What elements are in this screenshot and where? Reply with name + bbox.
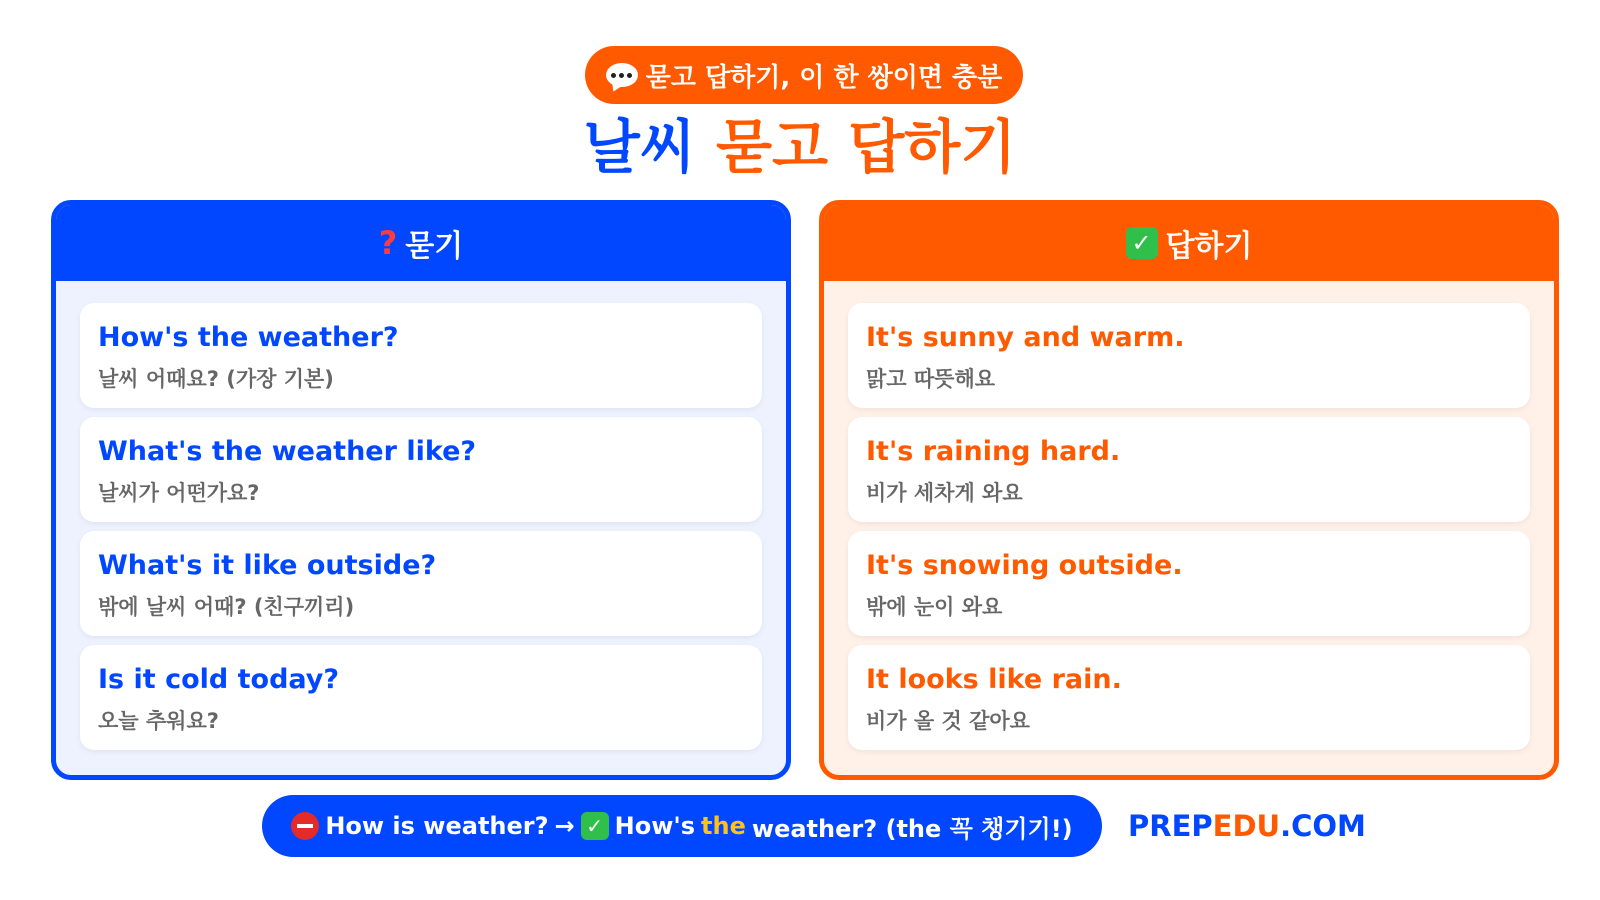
answer-panel-header (824, 205, 1554, 281)
top-banner-text: 묻고 답하기, 이 한 쌍이면 충분 (645, 62, 1003, 93)
question-korean: 날씨가 어떤가요? (98, 481, 260, 505)
answer-english: It's sunny and warm. (866, 322, 1185, 353)
logo-part-edu: EDU (1212, 809, 1281, 843)
check-mark-icon: ✓ (1126, 227, 1158, 259)
answer-panel-title: 답하기 (1165, 229, 1253, 264)
top-banner-pill (585, 46, 1023, 104)
tip-correct-post: weather? (the 꼭 챙기기!) (751, 814, 1073, 843)
answer-english: It looks like rain. (866, 664, 1122, 695)
answer-english: It's raining hard. (866, 436, 1121, 467)
speech-bubble-icon (606, 63, 638, 87)
answer-korean: 맑고 따뜻해요 (866, 367, 996, 391)
answer-card (848, 417, 1530, 522)
question-korean: 오늘 추워요? (98, 709, 219, 733)
question-english: What's the weather like? (98, 436, 477, 467)
answer-korean: 비가 세차게 와요 (866, 481, 1023, 505)
tip-highlight-the: the (701, 812, 746, 840)
question-english: What's it like outside? (98, 550, 437, 581)
question-korean: 날씨 어때요? (가장 기본) (98, 367, 334, 391)
answer-korean: 밖에 눈이 와요 (866, 595, 1003, 619)
title-part-weather: 날씨 (583, 113, 696, 181)
question-card (80, 531, 762, 636)
tip-banner (262, 795, 1102, 857)
check-mark-icon: ✓ (581, 812, 609, 840)
question-english: Is it cold today? (98, 664, 340, 695)
logo-part-prep: PREP (1128, 809, 1213, 843)
answer-card (848, 303, 1530, 408)
question-card (80, 645, 762, 750)
no-entry-icon (291, 812, 319, 840)
brand-logo (1128, 806, 1366, 846)
answer-panel (819, 200, 1559, 780)
question-korean: 밖에 날씨 어때? (친구끼리) (98, 595, 355, 619)
logo-part-com: .COM (1280, 809, 1366, 843)
ask-panel (51, 200, 791, 780)
ask-panel-header (56, 205, 786, 281)
question-card (80, 417, 762, 522)
question-card (80, 303, 762, 408)
answer-card (848, 645, 1530, 750)
title-part-qa: 묻고 답하기 (715, 113, 1017, 181)
ask-panel-title: 묻기 (405, 229, 464, 264)
arrow-icon: → (554, 812, 575, 840)
answer-card (848, 531, 1530, 636)
answer-korean: 비가 올 것 같아요 (866, 709, 1030, 733)
tip-wrong-text: How is weather? (325, 812, 549, 840)
answer-english: It's snowing outside. (866, 550, 1183, 581)
page-title (0, 112, 1600, 182)
question-english: How's the weather? (98, 322, 399, 353)
tip-correct-pre: How's (614, 812, 696, 840)
question-mark-icon: ? (378, 224, 398, 262)
